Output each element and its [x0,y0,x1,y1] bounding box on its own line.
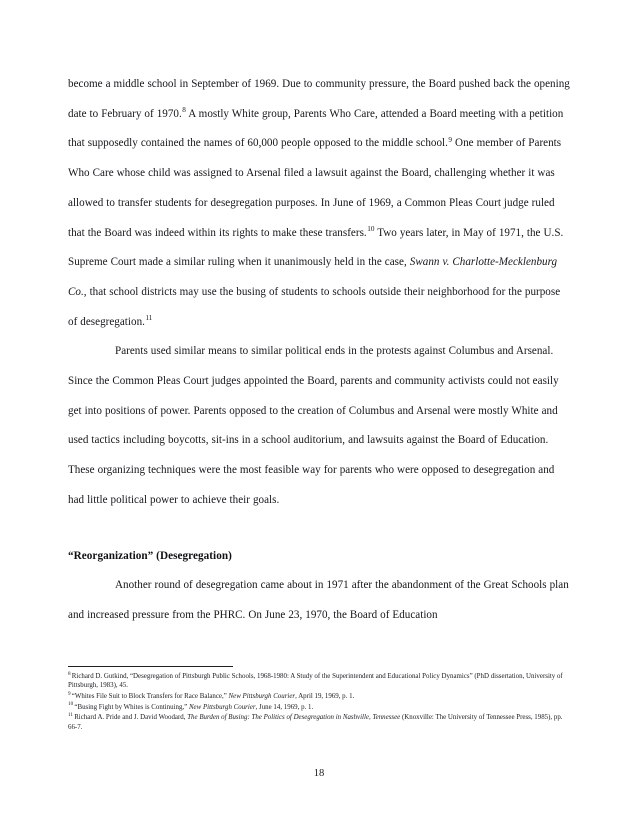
section-heading: “Reorganization” (Desegregation) [68,549,232,562]
footnote-separator-rule [68,666,233,667]
footnote-9-marker: 9 [68,690,71,697]
page-number: 18 [313,768,325,779]
footnote-11-text-part-2: (Knoxville: The University of Tennessee Press, 1985), pp. 66-7. [68,714,563,731]
body-paragraph-3 [68,571,571,630]
footnote-10-marker: 10 [68,701,74,708]
footnote-11-text-part-1: Richard A. Pride and J. David Woodard, [74,714,188,722]
court-case-name: Swann v. Charlotte-Mecklenburg Co. [68,256,558,298]
footnote-11-italic: The Burden of Busing: The Politics of Desegregation in Nashville, Tennessee [187,714,401,722]
footnote-9-text-part-1: “Whites File Suit to Block Transfers for Race Balance,” [71,693,229,700]
footnote-marker-8: 8 [182,106,186,115]
footnote-marker-11: 11 [145,313,153,322]
paragraph-1-segment-4: Two years later, in May of 1971, the U.S. Supreme Court made a similar ruling when it unanimously held in the case, [68,226,564,269]
footnote-9-text-part-2: , April 19, 1969, p. 1. [295,693,355,700]
footnote-8-text-part-1: Richard D. Gutkind, “Desegregation of Pittsburgh Public Schools, 1968-1980: A Study of the Superintendent and Educational Policy Dynamics” (PhD dissertation, University of Pittsburgh, 1983), 45. [68,673,563,690]
page-body-content [68,70,571,631]
heading-spacer [68,516,571,542]
footnote-area [68,666,571,733]
body-paragraph-2 [68,337,571,515]
footnote-10 [68,703,571,712]
footnote-10-text-part-2: , June 14, 1969, p. 1. [255,703,314,711]
footnote-9-italic: New Pittsburgh Courier [228,693,296,700]
footnote-marker-10: 10 [367,224,375,233]
paragraph-3-text: Another round of desegregation came about in 1971 after the abandonment of the Great Schools plan and increased pressure from the PHRC. On June 23, 1970, the Board of Education [68,579,569,621]
footnote-11-marker: 11 [68,711,74,718]
paragraph-1-segment-3: One member of Parents Who Care whose child was assigned to Arsenal filed a lawsuit against the Board, challenging whether it was allowed to transfer students for desegregation purposes. In June of 1969, a Common Pleas Court judge ruled that the Board was indeed within its rights to make these transfers. [68,137,562,239]
footnote-10-italic: New Pittsburgh Courier [188,703,256,711]
body-paragraph-1 [68,70,571,337]
footnote-8-marker: 8 [68,670,71,677]
footnote-9 [68,692,571,701]
paragraph-1-segment-1: become a middle school in September of 1969. Due to community pressure, the Board pushed back the opening date to February of 1970. [68,78,570,120]
paragraph-1-segment-5: , that school districts may use the busing of students to schools outside their neighborhood for the purpose of desegregation. [68,285,561,328]
footnote-11 [68,713,571,732]
footnote-10-text-part-1: “Busing Fight by Whites is Continuing,” [74,703,189,711]
footnote-marker-9: 9 [448,135,453,144]
paragraph-1-segment-2: A mostly White group, Parents Who Care, attended a Board meeting with a petition that supposedly contained the names of 60,000 people opposed to the middle school. [68,107,564,150]
footnote-8 [68,672,571,691]
paragraph-2-text: Parents used similar means to similar political ends in the protests against Columbus and Arsenal. Since the Common Pleas Court judges appointed the Board, parents and community activists could not easily get into positions of power. Parents opposed to the creation of Columbus and Arsenal were mostly White and used tactics including boycotts, sit-ins in a school auditorium, and lawsuits against the Board of Education. These organizing techniques were the most feasible way for parents who were opposed to desegregation and had little political power to achieve their goals. [68,345,559,506]
